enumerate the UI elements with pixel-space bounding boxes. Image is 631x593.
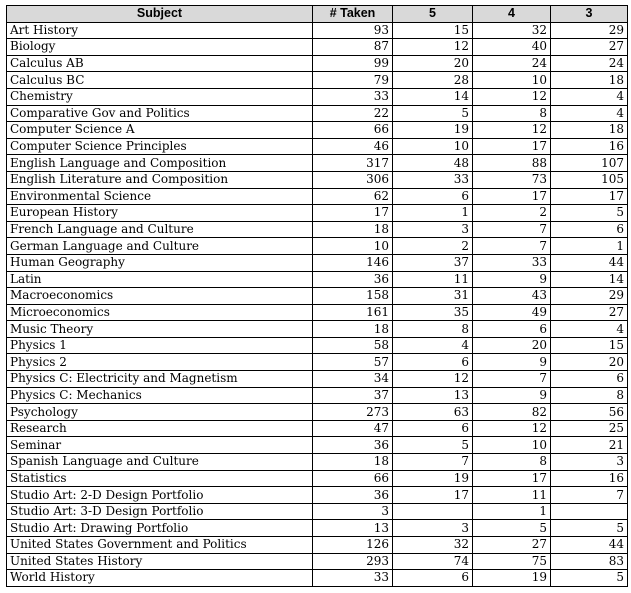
table-row: [7, 188, 628, 205]
score-5-cell: 31: [393, 288, 473, 305]
table-row: [7, 487, 628, 504]
taken-cell: 66: [313, 122, 393, 139]
score-4-cell: 17: [473, 470, 551, 487]
score-4-cell: 49: [473, 304, 551, 321]
score-3-cell: 15: [551, 337, 628, 354]
header-row: [7, 6, 628, 23]
score-4-cell: 1: [473, 503, 551, 520]
score-5-cell: 4: [393, 337, 473, 354]
score-5-cell: 6: [393, 570, 473, 587]
taken-cell: 18: [313, 221, 393, 238]
table-row: [7, 437, 628, 454]
score-4-cell: 27: [473, 537, 551, 554]
table-row: [7, 254, 628, 271]
score-5-cell: 48: [393, 155, 473, 172]
score-5-cell: 19: [393, 122, 473, 139]
table-row: [7, 304, 628, 321]
taken-cell: 146: [313, 254, 393, 271]
score-5-cell: 74: [393, 553, 473, 570]
taken-cell: 66: [313, 470, 393, 487]
score-3-cell: 5: [551, 520, 628, 537]
taken-cell: 34: [313, 371, 393, 388]
subject-cell: Music Theory: [7, 321, 313, 338]
taken-cell: 57: [313, 354, 393, 371]
score-5-cell: 63: [393, 404, 473, 421]
table-row: [7, 371, 628, 388]
taken-cell: 79: [313, 72, 393, 89]
score-4-cell: 82: [473, 404, 551, 421]
taken-cell: 99: [313, 55, 393, 72]
score-3-cell: 16: [551, 470, 628, 487]
ap-results-table: [6, 5, 628, 587]
taken-cell: 87: [313, 39, 393, 56]
subject-cell: Latin: [7, 271, 313, 288]
score-3-cell: 18: [551, 122, 628, 139]
taken-cell: 62: [313, 188, 393, 205]
taken-cell: 126: [313, 537, 393, 554]
score-3-cell: 25: [551, 420, 628, 437]
subject-cell: Studio Art: Drawing Portfolio: [7, 520, 313, 537]
score-5-cell: 2: [393, 238, 473, 255]
subject-cell: Studio Art: 2-D Design Portfolio: [7, 487, 313, 504]
taken-cell: 33: [313, 570, 393, 587]
table-row: [7, 470, 628, 487]
score-4-cell: 5: [473, 520, 551, 537]
subject-cell: European History: [7, 205, 313, 222]
subject-cell: Psychology: [7, 404, 313, 421]
table-row: [7, 520, 628, 537]
subject-cell: Microeconomics: [7, 304, 313, 321]
subject-cell: Comparative Gov and Politics: [7, 105, 313, 122]
header-taken: # Taken: [313, 6, 393, 23]
taken-cell: 293: [313, 553, 393, 570]
score-3-cell: 44: [551, 254, 628, 271]
table-row: [7, 155, 628, 172]
subject-cell: Studio Art: 3-D Design Portfolio: [7, 503, 313, 520]
score-3-cell: [551, 503, 628, 520]
score-5-cell: 17: [393, 487, 473, 504]
table-row: [7, 321, 628, 338]
taken-cell: 3: [313, 503, 393, 520]
score-5-cell: 14: [393, 88, 473, 105]
score-4-cell: 88: [473, 155, 551, 172]
taken-cell: 158: [313, 288, 393, 305]
score-3-cell: 4: [551, 105, 628, 122]
table-row: [7, 288, 628, 305]
score-5-cell: 37: [393, 254, 473, 271]
taken-cell: 17: [313, 205, 393, 222]
score-3-cell: 56: [551, 404, 628, 421]
subject-cell: Computer Science A: [7, 122, 313, 139]
score-4-cell: 43: [473, 288, 551, 305]
taken-cell: 18: [313, 321, 393, 338]
taken-cell: 47: [313, 420, 393, 437]
subject-cell: Seminar: [7, 437, 313, 454]
score-3-cell: 29: [551, 22, 628, 39]
score-3-cell: 107: [551, 155, 628, 172]
table-row: [7, 537, 628, 554]
score-5-cell: 3: [393, 520, 473, 537]
score-3-cell: 21: [551, 437, 628, 454]
subject-cell: Physics 2: [7, 354, 313, 371]
score-3-cell: 17: [551, 188, 628, 205]
score-4-cell: 73: [473, 171, 551, 188]
score-4-cell: 9: [473, 354, 551, 371]
score-3-cell: 4: [551, 88, 628, 105]
score-5-cell: 7: [393, 454, 473, 471]
score-5-cell: 11: [393, 271, 473, 288]
table-row: [7, 238, 628, 255]
score-5-cell: 19: [393, 470, 473, 487]
score-3-cell: 83: [551, 553, 628, 570]
score-3-cell: 6: [551, 221, 628, 238]
taken-cell: 58: [313, 337, 393, 354]
taken-cell: 36: [313, 271, 393, 288]
subject-cell: Computer Science Principles: [7, 138, 313, 155]
score-4-cell: 6: [473, 321, 551, 338]
taken-cell: 13: [313, 520, 393, 537]
score-3-cell: 8: [551, 387, 628, 404]
table-row: [7, 404, 628, 421]
score-4-cell: 7: [473, 221, 551, 238]
subject-cell: English Literature and Composition: [7, 171, 313, 188]
score-5-cell: 10: [393, 138, 473, 155]
subject-cell: Statistics: [7, 470, 313, 487]
taken-cell: 33: [313, 88, 393, 105]
score-3-cell: 14: [551, 271, 628, 288]
score-4-cell: 7: [473, 371, 551, 388]
subject-cell: Research: [7, 420, 313, 437]
score-5-cell: 1: [393, 205, 473, 222]
subject-cell: German Language and Culture: [7, 238, 313, 255]
table-row: [7, 420, 628, 437]
score-5-cell: 8: [393, 321, 473, 338]
score-3-cell: 6: [551, 371, 628, 388]
subject-cell: Spanish Language and Culture: [7, 454, 313, 471]
table-row: [7, 171, 628, 188]
score-4-cell: 33: [473, 254, 551, 271]
score-5-cell: 20: [393, 55, 473, 72]
score-4-cell: 8: [473, 105, 551, 122]
score-4-cell: 12: [473, 122, 551, 139]
taken-cell: 273: [313, 404, 393, 421]
score-3-cell: 44: [551, 537, 628, 554]
score-3-cell: 27: [551, 304, 628, 321]
score-4-cell: 8: [473, 454, 551, 471]
score-3-cell: 7: [551, 487, 628, 504]
score-3-cell: 29: [551, 288, 628, 305]
taken-cell: 317: [313, 155, 393, 172]
header-score-5: 5: [393, 6, 473, 23]
table-row: [7, 221, 628, 238]
score-3-cell: 105: [551, 171, 628, 188]
table-row: [7, 354, 628, 371]
score-4-cell: 10: [473, 72, 551, 89]
score-5-cell: [393, 503, 473, 520]
table-row: [7, 205, 628, 222]
taken-cell: 10: [313, 238, 393, 255]
table-row: [7, 387, 628, 404]
score-4-cell: 24: [473, 55, 551, 72]
table-row: [7, 553, 628, 570]
table-row: [7, 72, 628, 89]
taken-cell: 18: [313, 454, 393, 471]
table-row: [7, 337, 628, 354]
subject-cell: Human Geography: [7, 254, 313, 271]
score-4-cell: 17: [473, 188, 551, 205]
score-5-cell: 5: [393, 437, 473, 454]
table-row: [7, 454, 628, 471]
subject-cell: English Language and Composition: [7, 155, 313, 172]
table-row: [7, 105, 628, 122]
subject-cell: United States History: [7, 553, 313, 570]
table-row: [7, 570, 628, 587]
score-4-cell: 19: [473, 570, 551, 587]
subject-cell: Physics C: Mechanics: [7, 387, 313, 404]
score-4-cell: 9: [473, 271, 551, 288]
score-5-cell: 33: [393, 171, 473, 188]
taken-cell: 36: [313, 487, 393, 504]
subject-cell: World History: [7, 570, 313, 587]
subject-cell: Environmental Science: [7, 188, 313, 205]
score-3-cell: 5: [551, 570, 628, 587]
score-3-cell: 4: [551, 321, 628, 338]
taken-cell: 46: [313, 138, 393, 155]
score-5-cell: 6: [393, 188, 473, 205]
table-row: [7, 271, 628, 288]
score-5-cell: 12: [393, 371, 473, 388]
taken-cell: 22: [313, 105, 393, 122]
score-4-cell: 11: [473, 487, 551, 504]
taken-cell: 37: [313, 387, 393, 404]
score-3-cell: 16: [551, 138, 628, 155]
score-5-cell: 13: [393, 387, 473, 404]
taken-cell: 36: [313, 437, 393, 454]
table-row: [7, 138, 628, 155]
header-score-4: 4: [473, 6, 551, 23]
score-5-cell: 35: [393, 304, 473, 321]
score-5-cell: 32: [393, 537, 473, 554]
score-5-cell: 28: [393, 72, 473, 89]
score-4-cell: 40: [473, 39, 551, 56]
score-4-cell: 9: [473, 387, 551, 404]
score-5-cell: 15: [393, 22, 473, 39]
table-row: [7, 503, 628, 520]
score-4-cell: 17: [473, 138, 551, 155]
score-5-cell: 3: [393, 221, 473, 238]
subject-cell: Chemistry: [7, 88, 313, 105]
score-3-cell: 1: [551, 238, 628, 255]
score-4-cell: 12: [473, 420, 551, 437]
table-row: [7, 22, 628, 39]
header-subject: Subject: [7, 6, 313, 23]
score-3-cell: 5: [551, 205, 628, 222]
score-4-cell: 7: [473, 238, 551, 255]
score-3-cell: 24: [551, 55, 628, 72]
taken-cell: 93: [313, 22, 393, 39]
score-3-cell: 27: [551, 39, 628, 56]
score-4-cell: 2: [473, 205, 551, 222]
taken-cell: 306: [313, 171, 393, 188]
table-row: [7, 55, 628, 72]
score-3-cell: 18: [551, 72, 628, 89]
subject-cell: Calculus AB: [7, 55, 313, 72]
subject-cell: Biology: [7, 39, 313, 56]
score-4-cell: 12: [473, 88, 551, 105]
score-5-cell: 12: [393, 39, 473, 56]
score-3-cell: 20: [551, 354, 628, 371]
subject-cell: Macroeconomics: [7, 288, 313, 305]
subject-cell: United States Government and Politics: [7, 537, 313, 554]
taken-cell: 161: [313, 304, 393, 321]
score-4-cell: 20: [473, 337, 551, 354]
table-row: [7, 88, 628, 105]
score-5-cell: 6: [393, 420, 473, 437]
score-3-cell: 3: [551, 454, 628, 471]
score-5-cell: 6: [393, 354, 473, 371]
subject-cell: French Language and Culture: [7, 221, 313, 238]
score-4-cell: 32: [473, 22, 551, 39]
subject-cell: Physics 1: [7, 337, 313, 354]
score-5-cell: 5: [393, 105, 473, 122]
score-4-cell: 10: [473, 437, 551, 454]
score-4-cell: 75: [473, 553, 551, 570]
table-row: [7, 39, 628, 56]
subject-cell: Physics C: Electricity and Magnetism: [7, 371, 313, 388]
table-row: [7, 122, 628, 139]
header-score-3: 3: [551, 6, 628, 23]
subject-cell: Art History: [7, 22, 313, 39]
subject-cell: Calculus BC: [7, 72, 313, 89]
